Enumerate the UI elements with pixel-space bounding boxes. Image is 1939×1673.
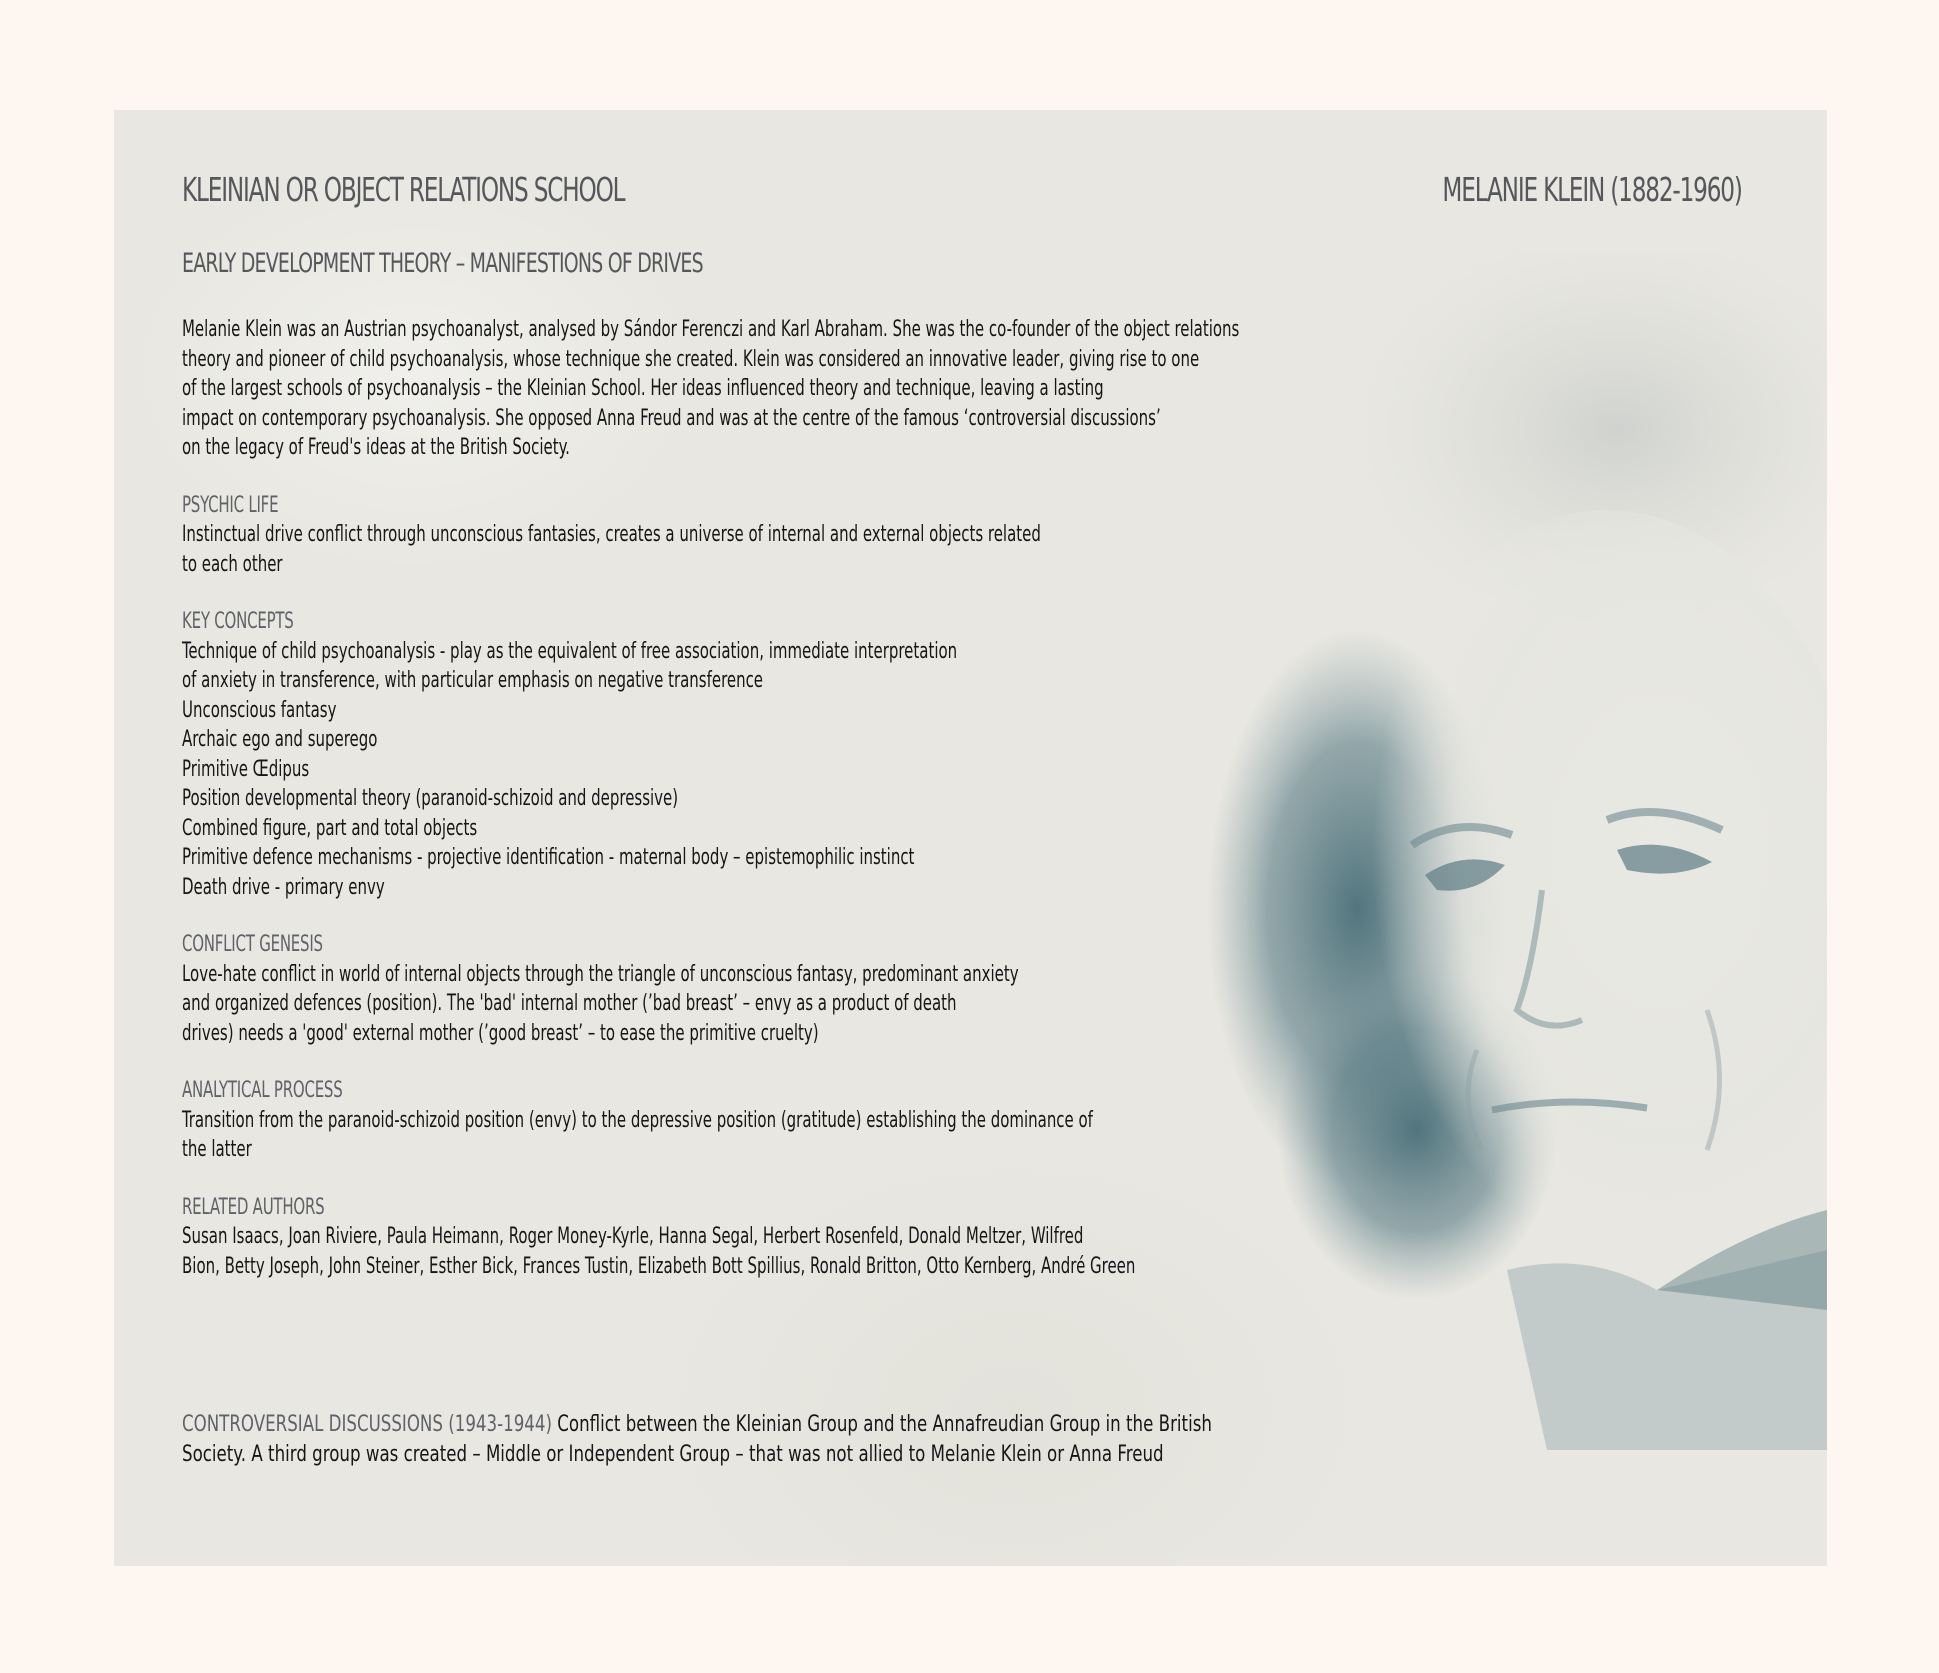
footer-text [182, 1410, 1573, 1469]
concept-line: Death drive - primary envy [182, 873, 385, 900]
section-line: Instinctual drive conflict through unconscious fantasies, creates a universe of internal and external objects related [182, 521, 1041, 547]
concept-line: Technique of child psychoanalysis - play as the equivalent of free association, immediate interpretation [182, 637, 958, 664]
footer-note [182, 1410, 1827, 1469]
person-title: MELANIE KLEIN (1882-1960) [1442, 170, 1742, 209]
intro-line: theory and pioneer of child psychoanalysis, whose technique she created. Klein was considered an innovative leader, giving rise to one [182, 345, 1200, 372]
section-line: to each other [182, 550, 283, 577]
section-psychic-life [182, 491, 1573, 580]
section-analytical-process [182, 1076, 1573, 1165]
concept-line: Archaic ego and superego [182, 726, 378, 752]
section-title: CONFLICT GENESIS [182, 931, 323, 957]
concept-line: Combined figure, part and total objects [182, 814, 478, 841]
footer-title: CONTROVERSIAL DISCUSSIONS (1943-1944) [182, 1411, 552, 1437]
intro-line: of the largest schools of psychoanalysis – the Kleinian School. Her ideas influenced theory and technique, leaving a lasting [182, 375, 1104, 401]
school-title: KLEINIAN OR OBJECT RELATIONS SCHOOL [182, 170, 625, 209]
intro-line: on the legacy of Freud's ideas at the British Society. [182, 434, 570, 460]
section-title: PSYCHIC LIFE [182, 491, 279, 518]
section-title: ANALYTICAL PROCESS [182, 1077, 343, 1103]
content-panel [114, 110, 1827, 1566]
section-title: RELATED AUTHORS [182, 1193, 325, 1220]
intro-line: Melanie Klein was an Austrian psychoanalyst, analysed by Sándor Ferenczi and Karl Abraham. She was the co-founder of the object relations [182, 316, 1240, 342]
section-title: KEY CONCEPTS [182, 608, 294, 634]
section-line: drives) needs a 'good' external mother (’good breast’ – to ease the primitive cruelty) [182, 1019, 819, 1046]
section-body [182, 960, 1573, 1049]
intro-paragraph [182, 315, 1573, 463]
intro-line: impact on contemporary psychoanalysis. She opposed Anna Freud and was at the centre of the famous ‘controversial discussions’ [182, 404, 1161, 431]
section-body [182, 1222, 1573, 1281]
concept-line: Position developmental theory (paranoid-schizoid and depressive) [182, 785, 679, 811]
footer-line1-text: Conflict between the Kleinian Group and the Annafreudian Group in the British [551, 1411, 1212, 1437]
section-line: the latter [182, 1136, 252, 1162]
section-line: and organized defences (position). The 'bad' internal mother (’bad breast’ – envy as a product of death [182, 990, 957, 1016]
section-line: Susan Isaacs, Joan Riviere, Paula Heimann, Roger Money-Kyrle, Hanna Segal, Herbert Rosenfeld, Donald Meltzer, Wilfred [182, 1223, 1084, 1249]
concept-line: of anxiety in transference, with particular emphasis on negative transference [182, 667, 764, 693]
text-column [182, 170, 1742, 1281]
section-related-authors [182, 1193, 1573, 1282]
header [182, 170, 1742, 226]
section-line: Transition from the paranoid-schizoid position (envy) to the depressive position (gratitude) establishing the dominance of [182, 1106, 1093, 1133]
concept-line: Unconscious fantasy [182, 696, 337, 723]
concept-line: Primitive defence mechanisms - projective identification - maternal body – epistemophilic instinct [182, 844, 915, 870]
section-conflict-genesis [182, 930, 1573, 1048]
section-body [182, 637, 1573, 903]
section-key-concepts [182, 607, 1573, 902]
concept-line: Primitive Œdipus [182, 755, 310, 782]
footer-line2: Society. A third group was created – Middle or Independent Group – that was not allied to Melanie Klein or Anna Freud [182, 1440, 1164, 1467]
section-line: Bion, Betty Joseph, John Steiner, Esther Bick, Frances Tustin, Elizabeth Bott Spillius, Ronald Britton, Otto Kernberg, André Green [182, 1252, 1136, 1279]
footer-line [182, 1410, 1573, 1440]
section-body [182, 520, 1573, 579]
page-subtitle: EARLY DEVELOPMENT THEORY – MANIFESTIONS OF DRIVES [182, 248, 703, 279]
section-body [182, 1106, 1573, 1165]
section-line: Love-hate conflict in world of internal objects through the triangle of unconscious fantasy, predominant anxiety [182, 960, 1019, 987]
